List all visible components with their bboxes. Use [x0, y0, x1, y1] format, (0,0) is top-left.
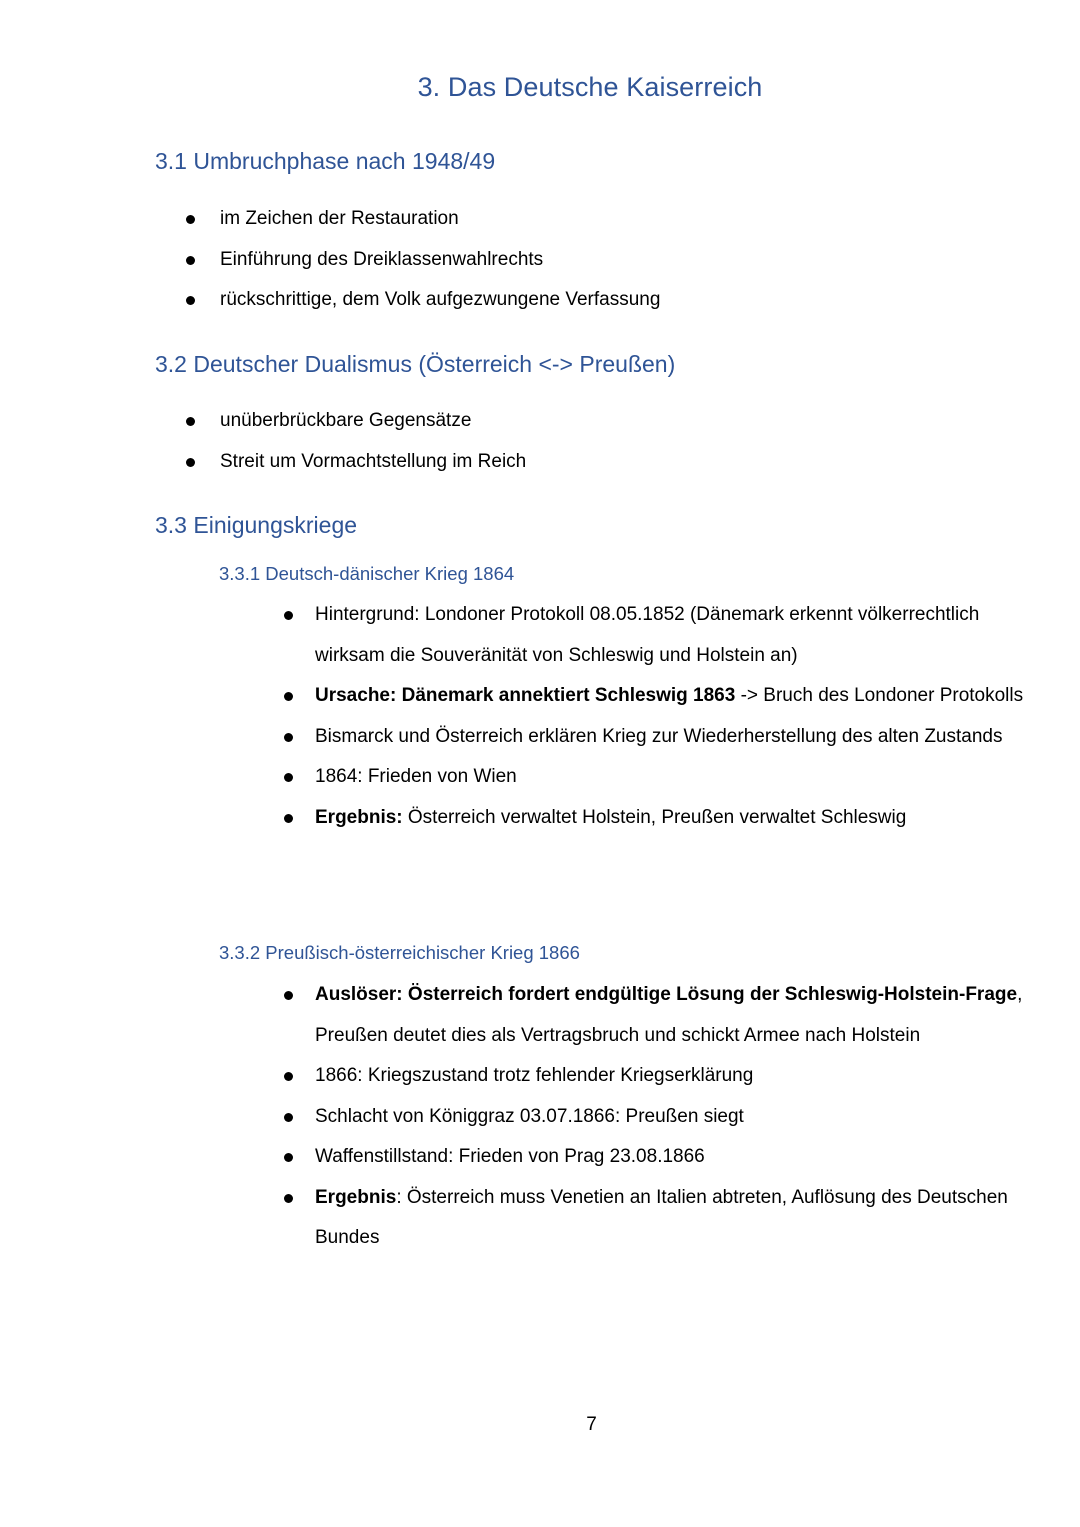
page-title: 3. Das Deutsche Kaiserreich: [417, 72, 763, 102]
bullet-icon: [284, 1153, 293, 1162]
bullet-icon: [284, 814, 293, 823]
list-item: Ursache: Dänemark annektiert Schleswig 1863 -> Bruch des Londoner Protokolls: [281, 676, 1041, 717]
list-item: Bismarck und Österreich erklären Krieg zur Wiederherstellung des alten Zustands: [281, 717, 1041, 758]
subsection-heading-3-3-1: 3.3.1 Deutsch-dänischer Krieg 1864: [219, 563, 515, 584]
list-item: Ergebnis: Österreich muss Venetien an Italien abtreten, Auflösung des Deutschen Bundes: [281, 1178, 1041, 1259]
section-heading-3-3: 3.3 Einigungskriege: [155, 512, 358, 538]
list-item: im Zeichen der Restauration: [184, 199, 1004, 240]
bullet-icon: [186, 256, 195, 265]
list-item: Hintergrund: Londoner Protokoll 08.05.1852 (Dänemark erkennt völkerrechtlich wirksam die Souveränität von Schleswig und Holstein an): [281, 595, 1041, 676]
bullet-icon: [284, 1194, 293, 1203]
list-item: unüberbrückbare Gegensätze: [184, 401, 1004, 442]
bullet-icon: [284, 692, 293, 701]
bullet-icon: [186, 417, 195, 426]
section-heading-3-1: 3.1 Umbruchphase nach 1948/49: [155, 148, 496, 174]
list-item: Schlacht von Königgraz 03.07.1866: Preußen siegt: [281, 1097, 1041, 1138]
subsection-heading-3-3-2: 3.3.2 Preußisch-österreichischer Krieg 1866: [219, 942, 580, 963]
section-heading-3-2: 3.2 Deutscher Dualismus (Österreich <-> Preußen): [155, 351, 676, 377]
bullet-icon: [186, 215, 195, 224]
page-number: 7: [586, 1414, 597, 1435]
list-item: Waffenstillstand: Frieden von Prag 23.08.1866: [281, 1137, 1041, 1178]
bullet-icon: [186, 296, 195, 305]
bullet-list-3-3-2: [281, 975, 1041, 1259]
bullet-list-3-3-1: [281, 595, 1041, 838]
bullet-icon: [284, 773, 293, 782]
bullet-icon: [284, 611, 293, 620]
bullet-icon: [284, 1113, 293, 1122]
list-item: Ergebnis: Österreich verwaltet Holstein, Preußen verwaltet Schleswig: [281, 798, 1041, 839]
list-item: rückschrittige, dem Volk aufgezwungene Verfassung: [184, 280, 1004, 321]
list-item: 1866: Kriegszustand trotz fehlender Kriegserklärung: [281, 1056, 1041, 1097]
bullet-icon: [284, 733, 293, 742]
list-item: 1864: Frieden von Wien: [281, 757, 1041, 798]
bullet-icon: [284, 1072, 293, 1081]
list-item: Einführung des Dreiklassenwahlrechts: [184, 240, 1004, 281]
bullet-icon: [284, 991, 293, 1000]
list-item: Streit um Vormachtstellung im Reich: [184, 442, 1004, 483]
bullet-list-3-2: [184, 401, 1004, 482]
list-item: Auslöser: Österreich fordert endgültige Lösung der Schleswig-Holstein-Frage, Preußen deutet dies als Vertragsbruch und schickt Armee nach Holstein: [281, 975, 1041, 1056]
bullet-icon: [186, 458, 195, 467]
bullet-list-3-1: [184, 199, 1004, 321]
